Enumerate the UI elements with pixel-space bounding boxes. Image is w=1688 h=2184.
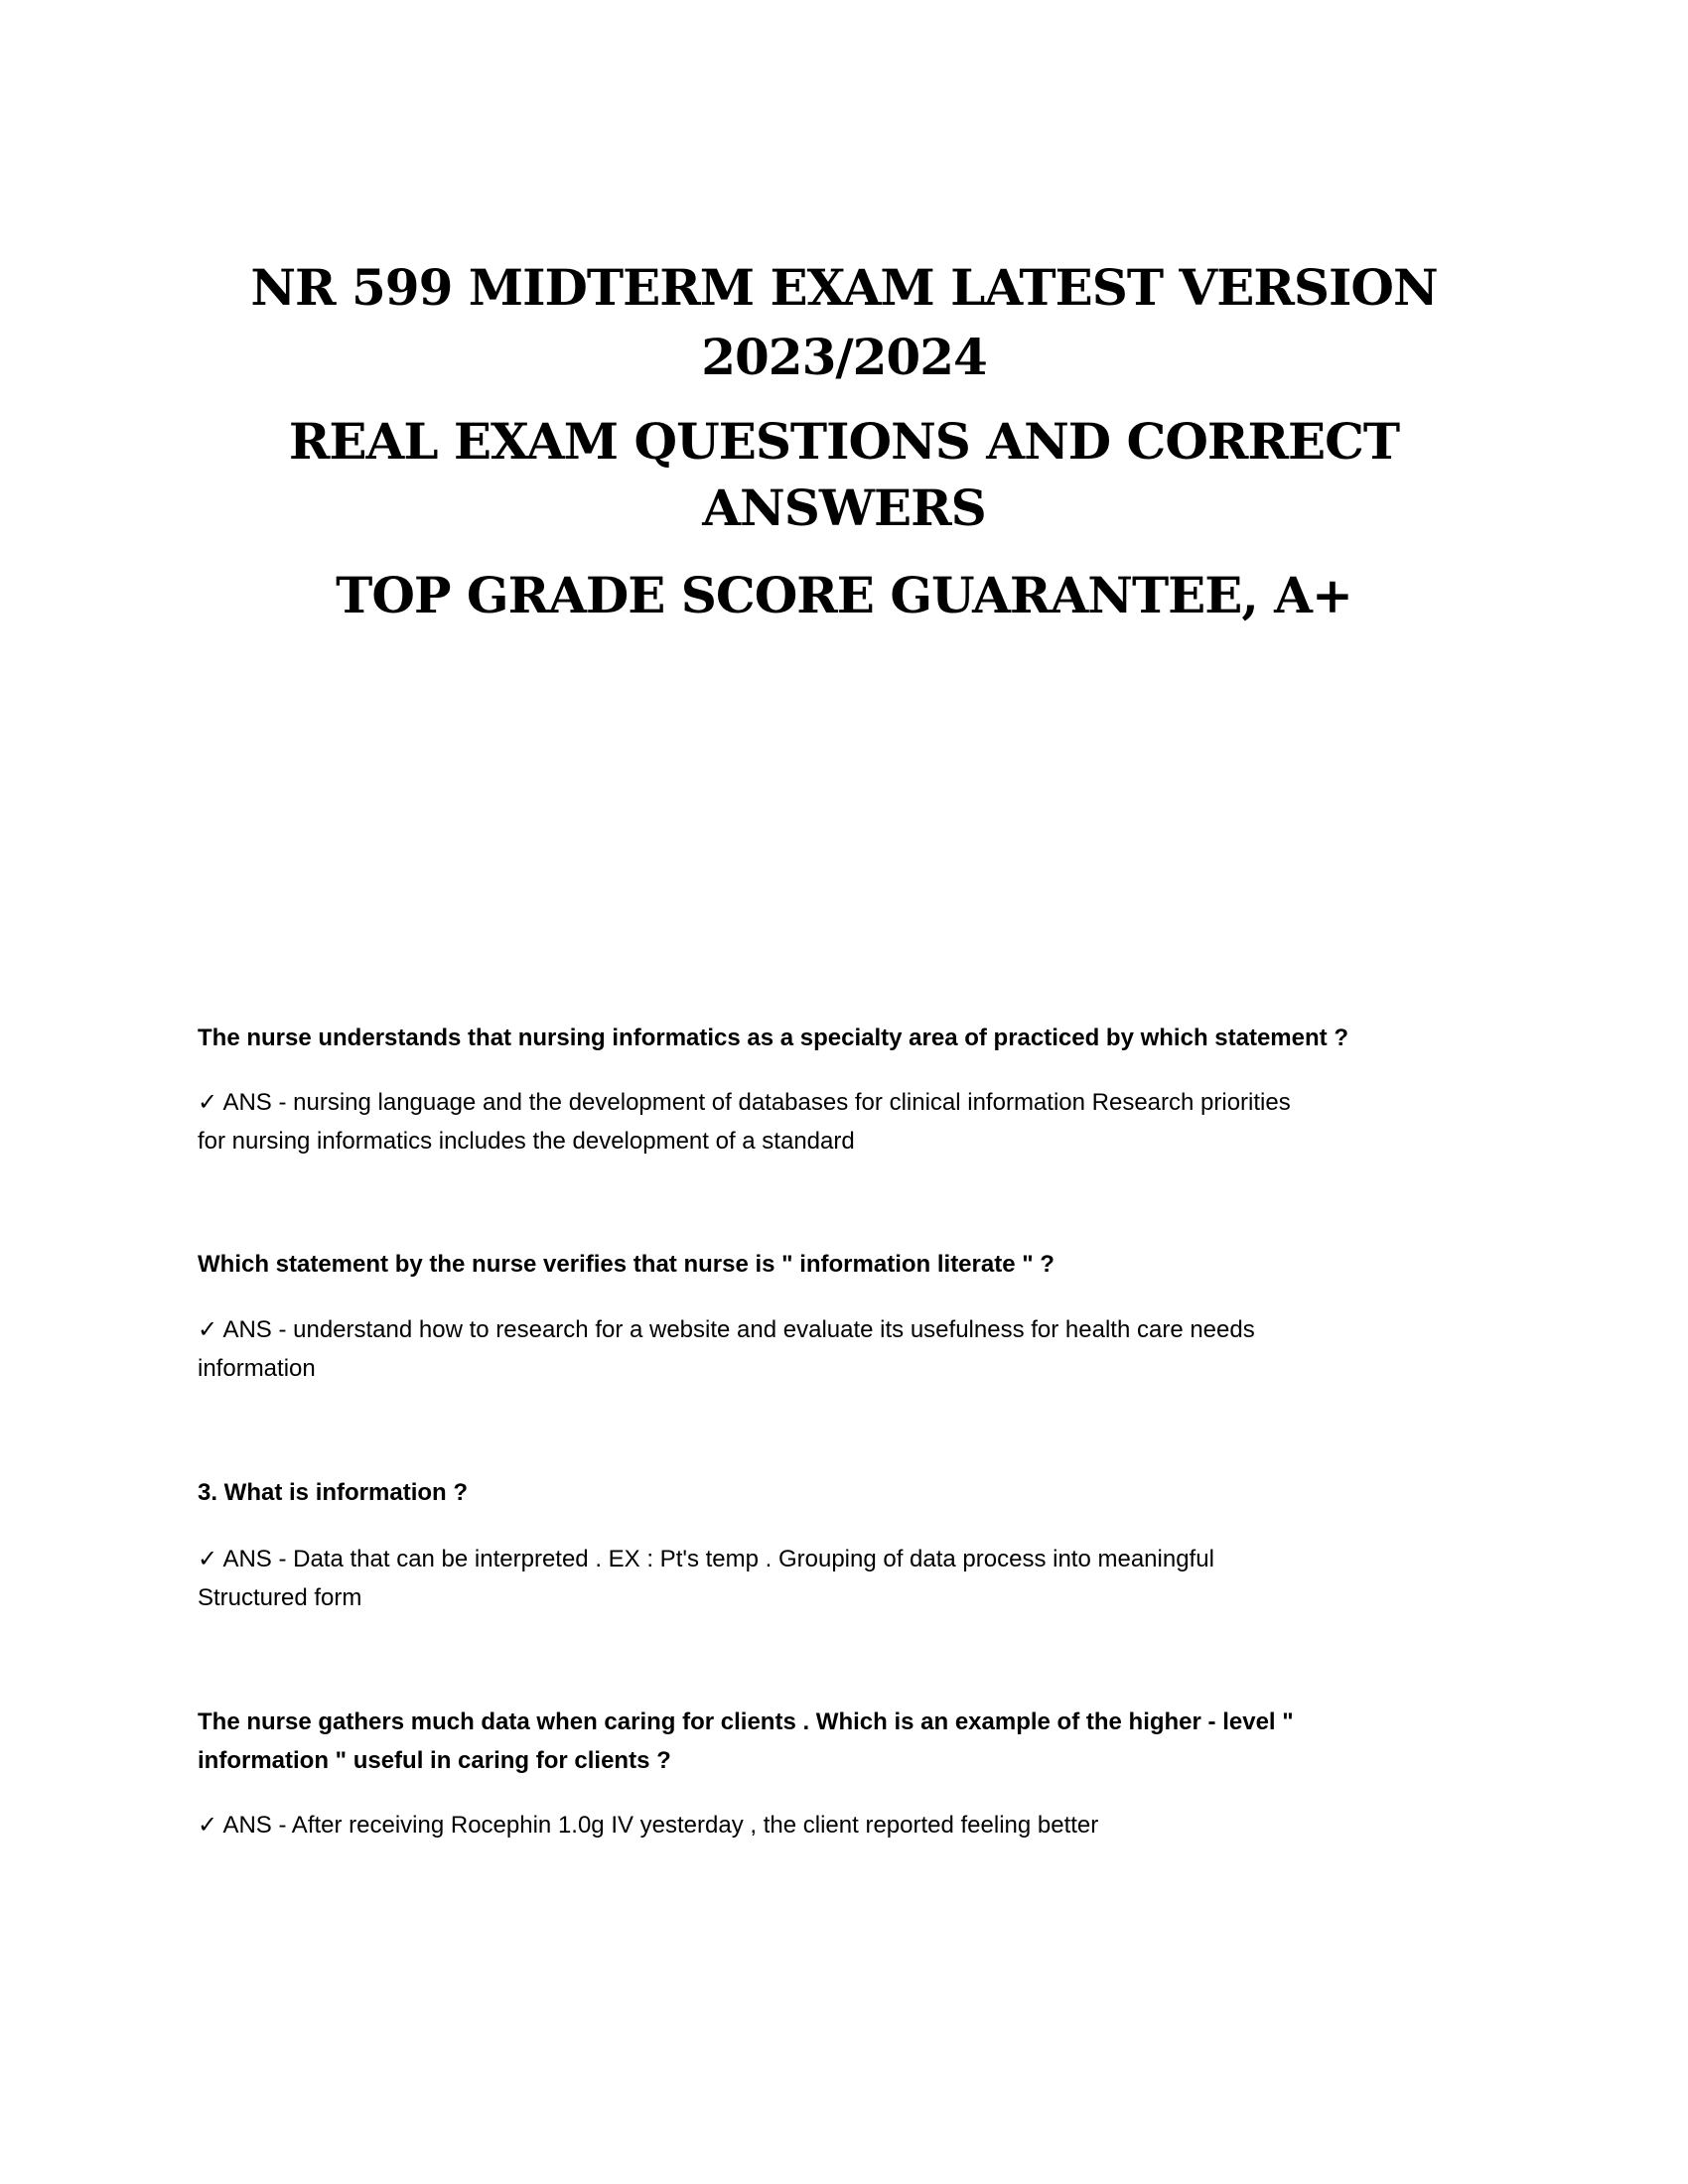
answer-text: ✓ ANS - nursing language and the development of databases for clinical information Research priorities: [198, 1089, 1291, 1116]
document-title-line: 2023/2024: [701, 328, 987, 386]
answer-text: Structured form: [198, 1584, 362, 1611]
question-text: Which statement by the nurse verifies that nurse is " information literate " ?: [198, 1251, 1055, 1278]
document-subtitle-line: ANSWERS: [702, 478, 986, 537]
answer-text: information: [198, 1355, 316, 1382]
question-text: The nurse understands that nursing informatics as a specialty area of practiced by which statement ?: [198, 1024, 1348, 1051]
question-text: information " useful in caring for clients ?: [198, 1747, 671, 1774]
document-tagline: TOP GRADE SCORE GUARANTEE, A+: [336, 566, 1352, 624]
answer-text: ✓ ANS - After receiving Rocephin 1.0g IV yesterday , the client reported feeling better: [198, 1812, 1099, 1839]
answer-text: for nursing informatics includes the development of a standard: [198, 1128, 855, 1155]
document-title-line: NR 599 MIDTERM EXAM LATEST VERSION: [250, 258, 1438, 317]
document-subtitle-line: REAL EXAM QUESTIONS AND CORRECT: [288, 412, 1400, 471]
question-text: The nurse gathers much data when caring for clients . Which is an example of the higher - level ": [198, 1708, 1294, 1735]
answer-text: ✓ ANS - Data that can be interpreted . EX : Pt's temp . Grouping of data process into meaningful: [198, 1546, 1214, 1572]
question-text: 3. What is information ?: [198, 1479, 469, 1506]
answer-text: ✓ ANS - understand how to research for a website and evaluate its usefulness for health care needs: [198, 1316, 1255, 1343]
